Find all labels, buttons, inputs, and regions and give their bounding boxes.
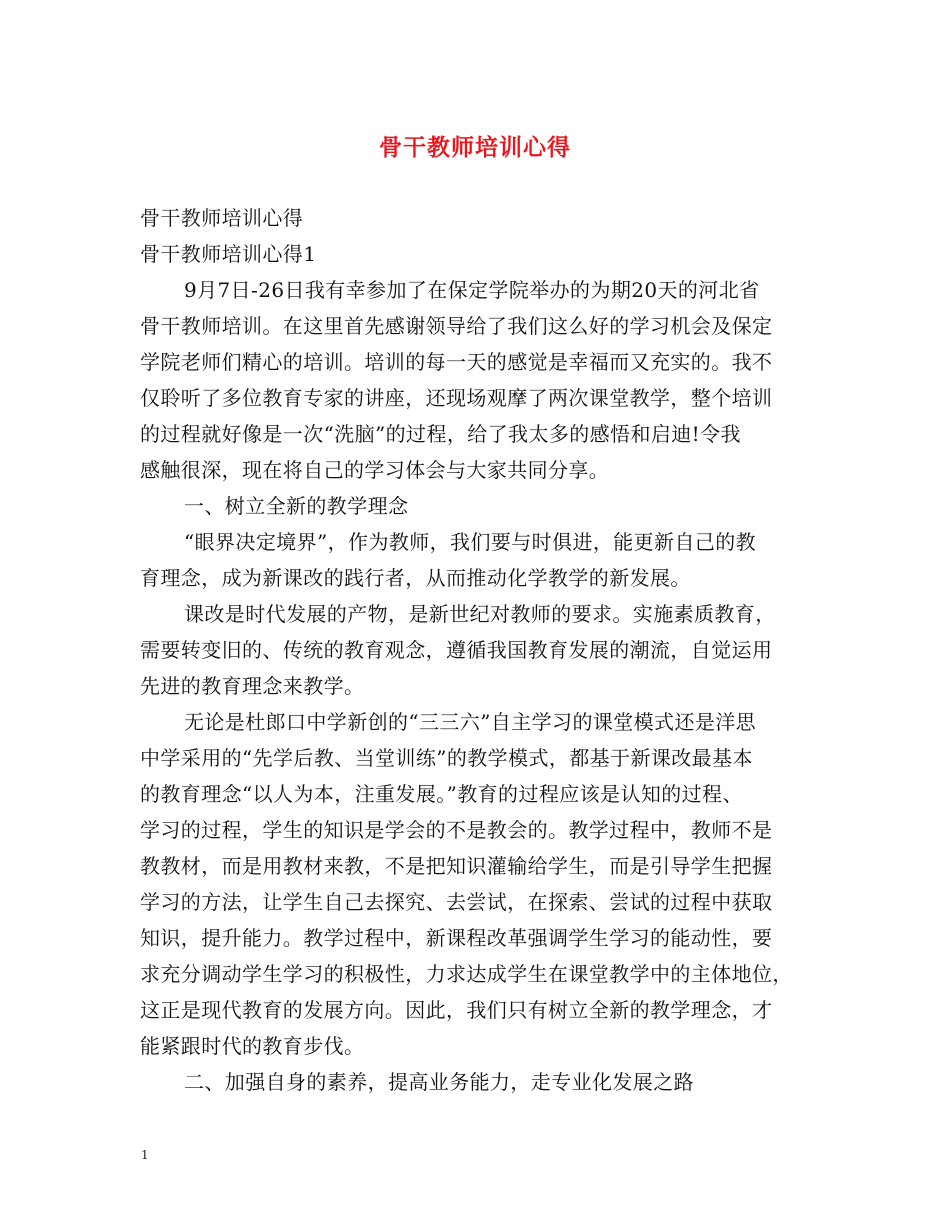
body-line: 骨干教师培训。在这里首先感谢领导给了我们这么好的学习机会及保定 (140, 314, 773, 338)
body-line: 无论是杜郎口中学新创的“三三六”自主学习的课堂模式还是洋思 (184, 710, 757, 734)
body-line: “眼界决定境界”，作为教师，我们要与时俱进，能更新自己的教 (184, 530, 757, 554)
heading-line: 骨干教师培训心得1 (140, 242, 317, 266)
body-line: 学院老师们精心的培训。培训的每一天的感觉是幸福而又充实的。我不 (140, 350, 773, 374)
heading-line: 骨干教师培训心得 (140, 206, 304, 230)
body-line: 仅聆听了多位教育专家的讲座，还现场观摩了两次课堂教学，整个培训 (140, 386, 773, 410)
section-heading: 二、加强自身的素养，提高业务能力，走专业化发展之路 (184, 1070, 694, 1094)
body-line: 知识，提升能力。教学过程中，新课程改革强调学生学习的能动性，要 (140, 926, 773, 950)
body-line: 的过程就好像是一次“洗脑”的过程，给了我太多的感悟和启迪!令我 (140, 422, 741, 446)
body-line: 感触很深，现在将自己的学习体会与大家共同分享。 (140, 458, 610, 482)
body-line: 能紧跟时代的教育步伐。 (140, 1034, 365, 1058)
document-title: 骨干教师培训心得 (379, 134, 571, 161)
body-line: 先进的教育理念来教学。 (140, 674, 365, 698)
body-line: 9月7日-26日我有幸参加了在保定学院举办的为期20天的河北省 (184, 278, 760, 302)
document-body (140, 200, 816, 1100)
body-line: 中学采用的“先学后教、当堂训练”的教学模式，都基于新课改最基本 (140, 746, 753, 770)
body-line: 这正是现代教育的发展方向。因此，我们只有树立全新的教学理念，才 (140, 998, 773, 1022)
body-line: 课改是时代发展的产物，是新世纪对教师的要求。实施素质教育， (184, 602, 776, 626)
body-line: 学习的过程，学生的知识是学会的不是教会的。教学过程中，教师不是 (140, 818, 773, 842)
body-line: 求充分调动学生学习的积极性，力求达成学生在课堂教学中的主体地位， (140, 962, 793, 986)
page-number: 1 (141, 1148, 149, 1162)
body-line: 教教材，而是用教材来教，不是把知识灌输给学生，而是引导学生把握 (140, 854, 773, 878)
body-line: 育理念，成为新课改的践行者，从而推动化学教学的新发展。 (140, 566, 691, 590)
body-line: 学习的方法，让学生自己去探究、去尝试，在探索、尝试的过程中获取 (140, 890, 773, 914)
section-heading: 一、树立全新的教学理念 (184, 494, 409, 518)
body-line: 需要转变旧的、传统的教育观念，遵循我国教育发展的潮流，自觉运用 (140, 638, 773, 662)
body-line: 的教育理念“以人为本，注重发展。”教育的过程应该是认知的过程、 (140, 782, 743, 806)
